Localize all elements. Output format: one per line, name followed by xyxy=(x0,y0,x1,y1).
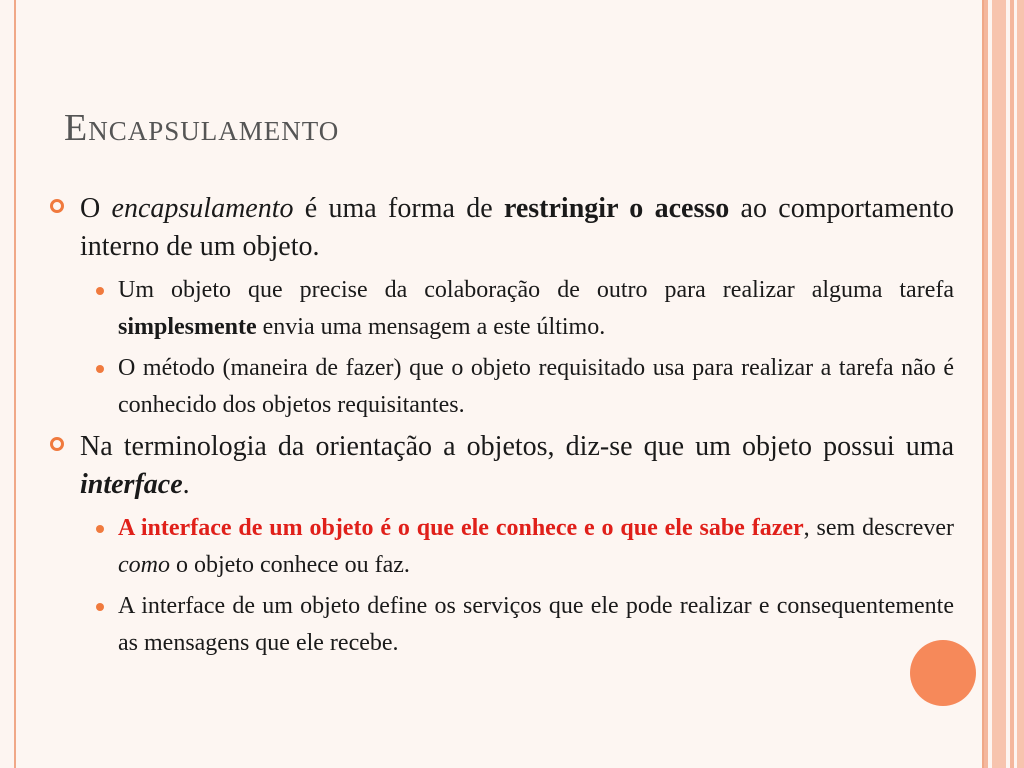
text-run: Na terminologia da orientação a objetos, diz-se que um objeto possui uma xyxy=(80,431,954,462)
decorative-stripe xyxy=(992,0,1006,768)
dot-bullet-icon xyxy=(96,525,104,533)
decorative-circle xyxy=(910,640,976,706)
text-run: O xyxy=(80,193,112,224)
sub-bullet-item xyxy=(54,588,954,662)
text-run: envia uma mensagem a este último. xyxy=(256,314,606,340)
sub-bullet-item xyxy=(54,350,954,424)
text-run: restringir o acesso xyxy=(503,193,730,224)
sub-bullet-item xyxy=(54,272,954,346)
decorative-stripe xyxy=(1017,0,1024,768)
text-run: é uma forma de xyxy=(293,193,504,224)
text-run: , sem descrever xyxy=(803,515,955,541)
dot-bullet-icon xyxy=(96,365,104,373)
sub-bullet-item xyxy=(54,510,954,584)
text-run: ao comportamento interno de um objeto. xyxy=(80,193,955,262)
decorative-stripe xyxy=(1010,0,1014,768)
text-run: simplesmente xyxy=(118,314,257,340)
text-run: A interface de um objeto é o que ele conhece e o que ele sabe fazer xyxy=(118,515,804,541)
text-run: o objeto conhece ou faz. xyxy=(169,552,410,578)
bullet-item xyxy=(54,190,954,266)
bullet-list xyxy=(54,190,954,666)
slide-title: Encapsulamento xyxy=(64,107,340,149)
text-run: O método (maneira de fazer) que o objeto requisitado usa para realizar a tarefa não é conhecido dos objetos requisitantes. xyxy=(118,355,954,418)
text-run: encapsulamento xyxy=(111,193,294,224)
decorative-stripe xyxy=(984,0,988,768)
dot-bullet-icon xyxy=(96,287,104,295)
bullet-item xyxy=(54,428,954,504)
text-run: A interface de um objeto define os serviços que ele pode realizar e consequentemente as mensagens que ele recebe. xyxy=(118,593,954,656)
text-run: como xyxy=(118,552,170,578)
ring-bullet-icon xyxy=(50,199,64,213)
text-run: interface xyxy=(80,469,183,500)
dot-bullet-icon xyxy=(96,603,104,611)
text-run: Um objeto que precise da colaboração de outro para realizar alguma tarefa xyxy=(118,277,954,303)
text-run: . xyxy=(182,469,190,500)
ring-bullet-icon xyxy=(50,437,64,451)
